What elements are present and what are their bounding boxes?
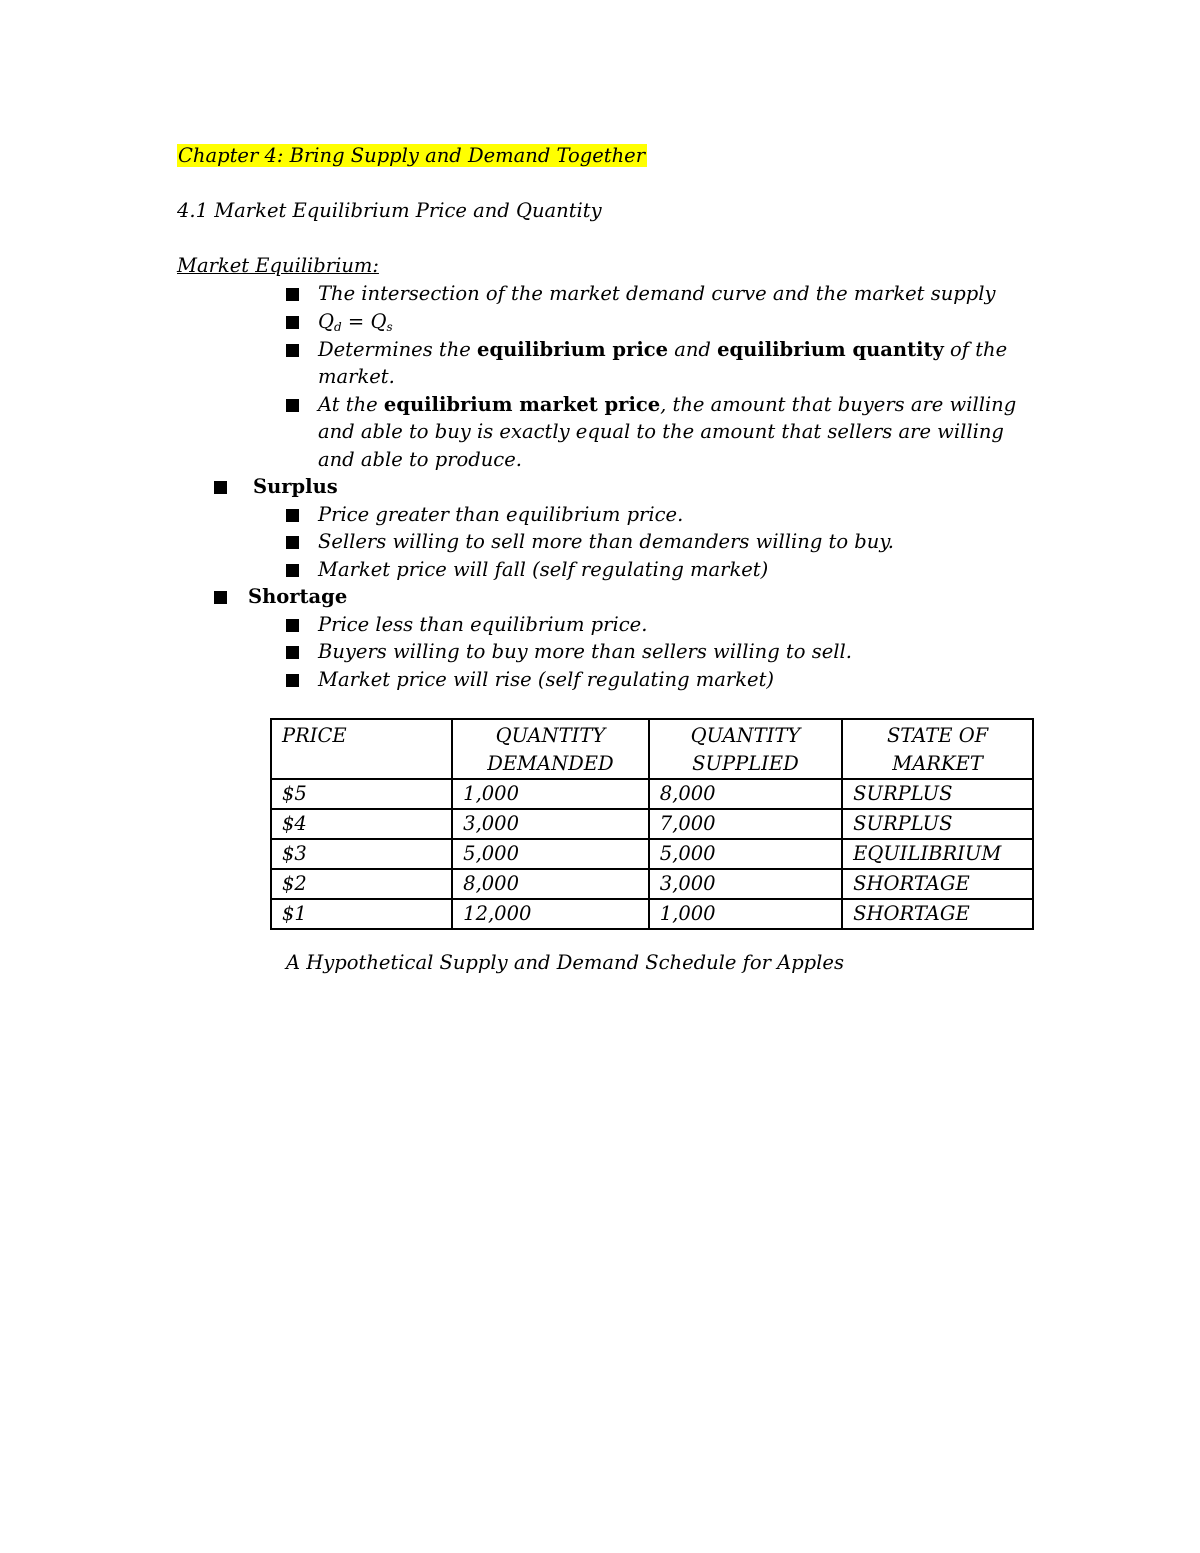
square-bullet-icon [286, 646, 299, 659]
square-bullet-icon [286, 344, 299, 357]
square-bullet-icon [286, 399, 299, 412]
column-header-quantity-supplied: QUANTITY SUPPLIED [649, 719, 842, 779]
market-equilibrium-label: Market Equilibrium: [177, 254, 379, 277]
cell-price: $1 [271, 899, 452, 929]
square-bullet-icon [214, 481, 227, 494]
cell-supplied: 5,000 [649, 839, 842, 869]
cell-demanded: 1,000 [452, 779, 649, 809]
cell-supplied: 8,000 [649, 779, 842, 809]
cell-supplied: 3,000 [649, 869, 842, 899]
cell-demanded: 3,000 [452, 809, 649, 839]
table-row [271, 809, 1033, 839]
square-bullet-icon [286, 316, 299, 329]
square-bullet-icon [286, 509, 299, 522]
column-header-price: PRICE [271, 719, 452, 779]
cell-price: $5 [271, 779, 452, 809]
cell-supplied: 7,000 [649, 809, 842, 839]
cell-state: SURPLUS [842, 809, 1033, 839]
table-header-row [271, 719, 1033, 779]
document-page: Chapter 4: Bring Supply and Demand Together 4.1 Market Equilibrium Price and Quantity Market Equilibrium: The intersection of the market demand curve and the market supply $Q_d = Q_s$ Determines the equilibrium price and equilibrium quantity of the market. At the equilibrium market price, the amount that buyers are willing and able to buy is exactly equal to the amount that sellers are willing and able to produce. Surplus Price greater than equilibrium price. Sellers willing to sell more than demanders willing to buy. Market price will fall (self regulating market) Shortage Price less than equilibrium price. Buyers willing to buy more than sellers willing to sell. Market price will rise (self regulating market) PRICE QUANTITY DEMANDED QUANTITY SUPPLIED STATE OF MARKET $5 1,000 8,000 SURPLUS $4 3,000 7,000 SURPLUS $3 5,000 5,000 EQUILIBRIUM $2 8,000 3,000 SHORTAGE $1 12,000 1,000 SHORTAGE A Hypothetical Supply and Demand Schedule for Apples [0, 0, 1200, 1553]
cell-price: $2 [271, 869, 452, 899]
equilibrium-equation: $Q_d = Q_s$ [318, 310, 393, 334]
square-bullet-icon [286, 674, 299, 687]
cell-state: EQUILIBRIUM [842, 839, 1033, 869]
table-row [271, 869, 1033, 899]
cell-state: SURPLUS [842, 779, 1033, 809]
table-caption: A Hypothetical Supply and Demand Schedule for Apples [286, 951, 844, 974]
cell-supplied: 1,000 [649, 899, 842, 929]
square-bullet-icon [286, 564, 299, 577]
section-heading: 4.1 Market Equilibrium Price and Quantity [177, 199, 602, 222]
column-header-state-of-market: STATE OF MARKET [842, 719, 1033, 779]
column-header-quantity-demanded: QUANTITY DEMANDED [452, 719, 649, 779]
cell-state: SHORTAGE [842, 899, 1033, 929]
chapter-title [177, 143, 647, 169]
cell-price: $4 [271, 809, 452, 839]
table-row [271, 839, 1033, 869]
list-item-text: At the equilibrium market price, the amount that buyers are willing [318, 393, 1017, 416]
cell-price: $3 [271, 839, 452, 869]
square-bullet-icon [214, 591, 227, 604]
square-bullet-icon [286, 536, 299, 549]
chapter-title-text: Chapter 4: Bring Supply and Demand Together [178, 144, 646, 167]
cell-demanded: 5,000 [452, 839, 649, 869]
list-item-text: The intersection of the market demand curve and the market supply [318, 282, 996, 305]
table-row [271, 899, 1033, 929]
list-item-text: Determines the equilibrium price and equilibrium quantity of the [318, 338, 1008, 361]
square-bullet-icon [286, 619, 299, 632]
table-row [271, 779, 1033, 809]
square-bullet-icon [286, 288, 299, 301]
cell-state: SHORTAGE [842, 869, 1033, 899]
cell-demanded: 12,000 [452, 899, 649, 929]
supply-demand-table [270, 718, 1034, 930]
cell-demanded: 8,000 [452, 869, 649, 899]
